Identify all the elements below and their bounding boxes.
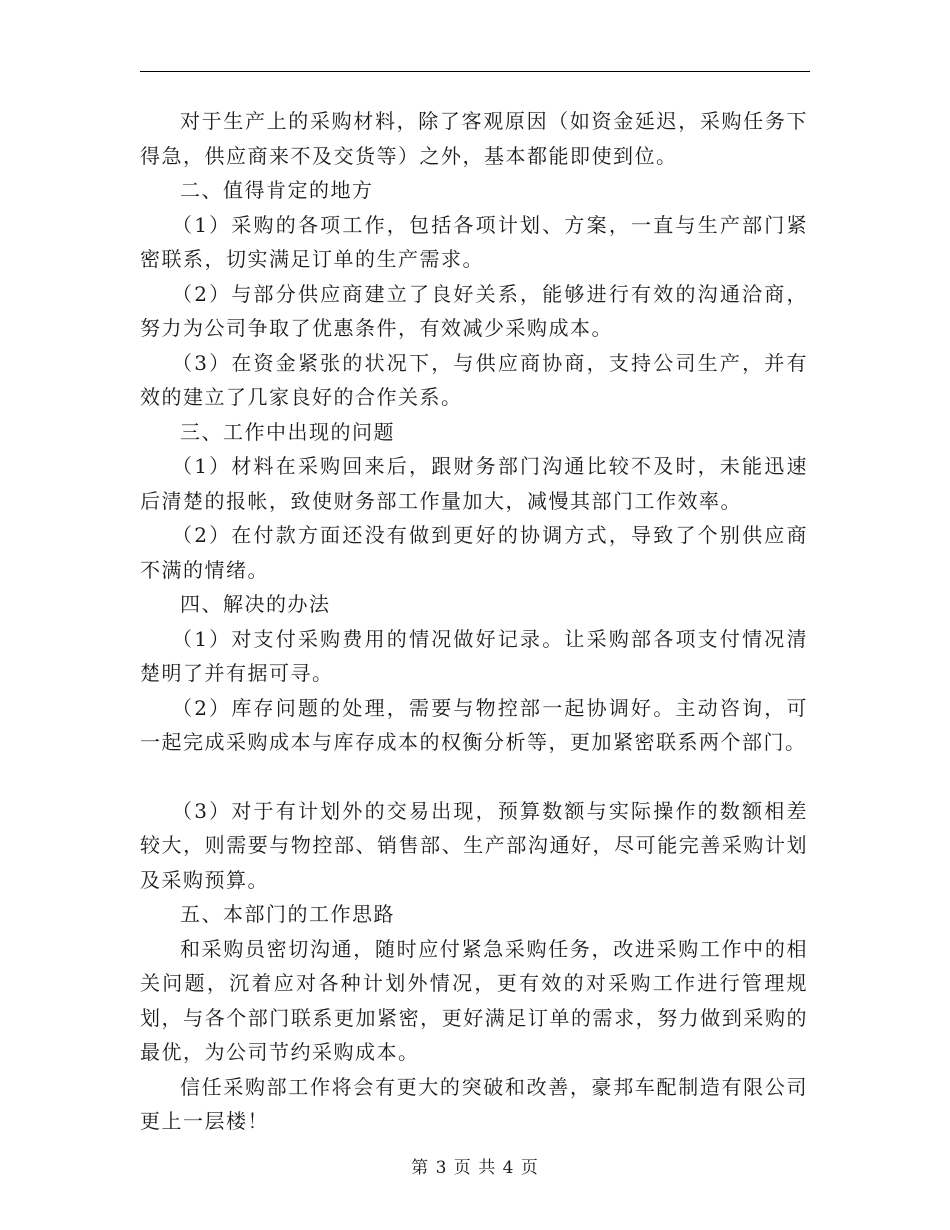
page-number: 第 3 页 共 4 页: [411, 1158, 539, 1178]
list-item-merit-1: （1）采购的各项工作，包括各项计划、方案，一直与生产部门紧密联系，切实满足订单的生产需求。: [140, 212, 808, 271]
paragraph-closing: 信任采购部工作将会有更大的突破和改善，豪邦车配制造有限公司更上一层楼！: [140, 1074, 808, 1133]
list-item-merit-2: （2）与部分供应商建立了良好关系，能够进行有效的沟通洽商，努力为公司争取了优惠条件，有效减少采购成本。: [140, 281, 808, 340]
list-item-merit-3: （3）在资金紧张的状况下，与供应商协商，支持公司生产，并有效的建立了几家良好的合作关系。: [140, 350, 808, 409]
paragraph-gap: [140, 760, 808, 794]
list-item-solution-1: （1）对支付采购费用的情况做好记录。让采购部各项支付情况清楚明了并有据可寻。: [140, 626, 808, 685]
header-rule: [140, 71, 810, 72]
heading-section-4: 四、解决的办法: [180, 592, 331, 616]
document-body: [140, 104, 808, 1139]
list-item-problem-2: （2）在付款方面还没有做到更好的协调方式，导致了个别供应商不满的情绪。: [140, 523, 808, 582]
heading-section-5: 五、本部门的工作思路: [180, 902, 395, 926]
paragraph-work-plan: 和采购员密切沟通，随时应付紧急采购任务，改进采购工作中的相关问题，沉着应对各种计划外情况，更有效的对采购工作进行管理规划，与各个部门联系更加紧密，更好满足订单的需求，努力做到采购的最优，为公司节约采购成本。: [140, 936, 808, 1064]
list-item-problem-1: （1）材料在采购回来后，跟财务部门沟通比较不及时，未能迅速后清楚的报帐，致使财务部工作量加大，减慢其部门工作效率。: [140, 454, 808, 513]
heading-section-2: 二、值得肯定的地方: [180, 178, 374, 202]
list-item-solution-2: （2）库存问题的处理，需要与物控部一起协调好。主动咨询，可一起完成采购成本与库存成本的权衡分析等，更加紧密联系两个部门。: [140, 695, 808, 754]
heading-section-3: 三、工作中出现的问题: [180, 419, 395, 444]
paragraph-materials-on-time: 对于生产上的采购材料，除了客观原因（如资金延迟，采购任务下得急，供应商来不及交货等）之外，基本都能即使到位。: [140, 109, 808, 168]
list-item-solution-3: （3）对于有计划外的交易出现，预算数额与实际操作的数额相差较大，则需要与物控部、销售部、生产部沟通好，尽可能完善采购计划及采购预算。: [140, 798, 808, 892]
